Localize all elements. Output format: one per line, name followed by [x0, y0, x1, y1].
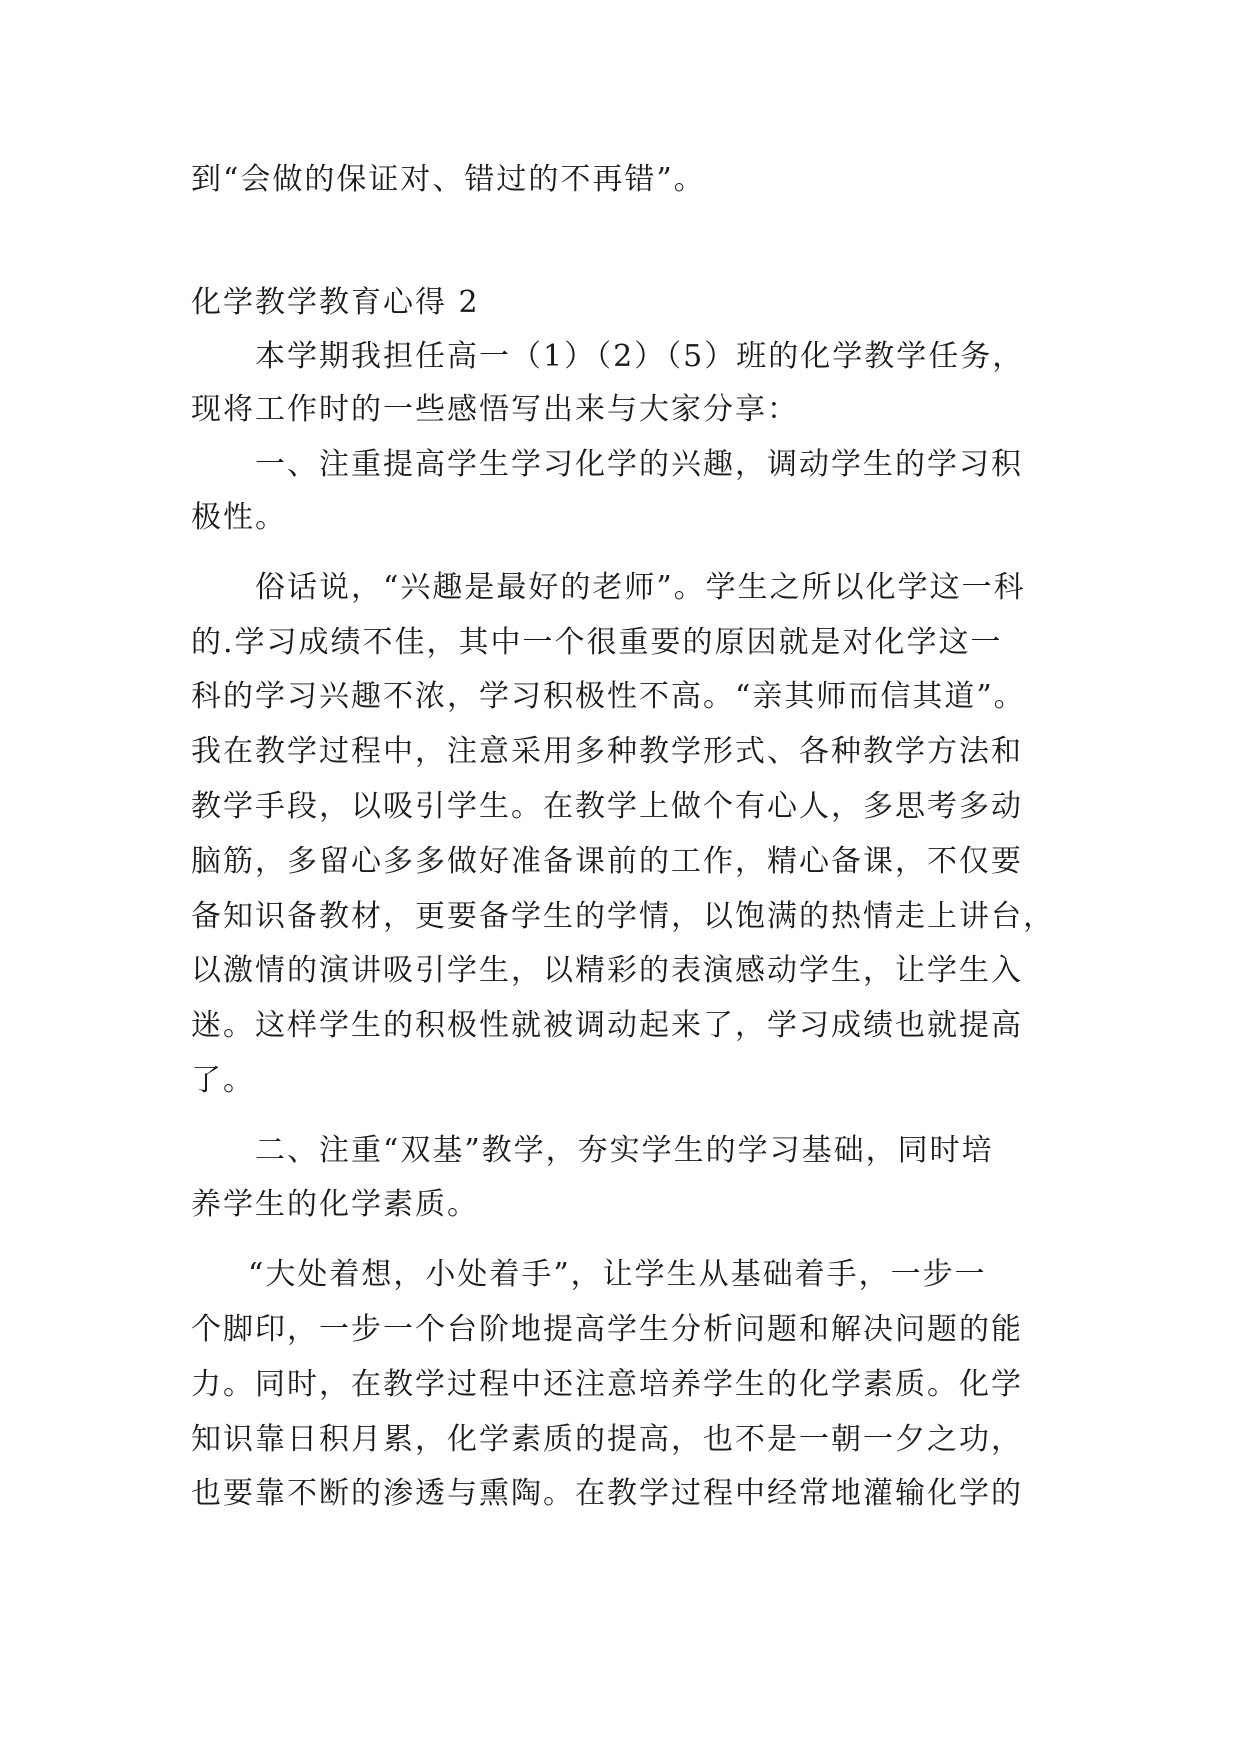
text-line: 极性。 [191, 500, 287, 535]
text-line: 本学期我担任高一（1）（2）（5）班的化学教学任务， [255, 339, 1025, 374]
text-line: 也要靠不断的渗透与熏陶。在教学过程中经常地灌输化学的 [191, 1476, 1023, 1511]
text-line: 到“会做的保证对、错过的不再错”。 [191, 162, 706, 197]
text-line: 脑筋，多留心多多做好准备课前的工作，精心备课，不仅要 [191, 844, 1023, 879]
text-line: 力。同时，在教学过程中还注意培养学生的化学素质。化学 [191, 1367, 1023, 1402]
text-line: “大处着想，小处着手”，让学生从基础着手，一步一 [248, 1257, 987, 1292]
text-line: 知识靠日积月累，化学素质的提高，也不是一朝一夕之功， [191, 1422, 1023, 1457]
section-heading: 化学教学教育心得 2 [191, 285, 480, 320]
text-line: 迷。这样学生的积极性就被调动起来了，学习成绩也就提高 [191, 1008, 1023, 1043]
text-line: 俗话说，“兴趣是最好的老师”。学生之所以化学这一科 [255, 570, 1026, 605]
text-line: 养学生的化学素质。 [191, 1187, 479, 1222]
text-line: 的.学习成绩不佳，其中一个很重要的原因就是对化学这一 [191, 625, 1003, 660]
text-line: 我在教学过程中，注意采用多种教学形式、各种教学方法和 [191, 734, 1023, 769]
text-line: 科的学习兴趣不浓，学习积极性不高。“亲其师而信其道”。 [191, 679, 1026, 714]
text-line: 一、注重提高学生学习化学的兴趣，调动学生的学习积 [255, 447, 1023, 482]
text-line: 现将工作时的一些感悟写出来与大家分享： [191, 392, 799, 427]
text-line: 以激情的演讲吸引学生，以精彩的表演感动学生，让学生入 [191, 953, 1023, 988]
text-line: 二、注重“双基”教学，夯实学生的学习基础，同时培 [255, 1133, 994, 1168]
text-line: 个脚印，一步一个台阶地提高学生分析问题和解决问题的能 [191, 1312, 1023, 1347]
text-line: 了。 [191, 1063, 255, 1098]
text-line: 备知识备教材，更要备学生的学情，以饱满的热情走上讲台， [191, 899, 1055, 934]
text-line: 教学手段，以吸引学生。在教学上做个有心人，多思考多动 [191, 789, 1023, 824]
